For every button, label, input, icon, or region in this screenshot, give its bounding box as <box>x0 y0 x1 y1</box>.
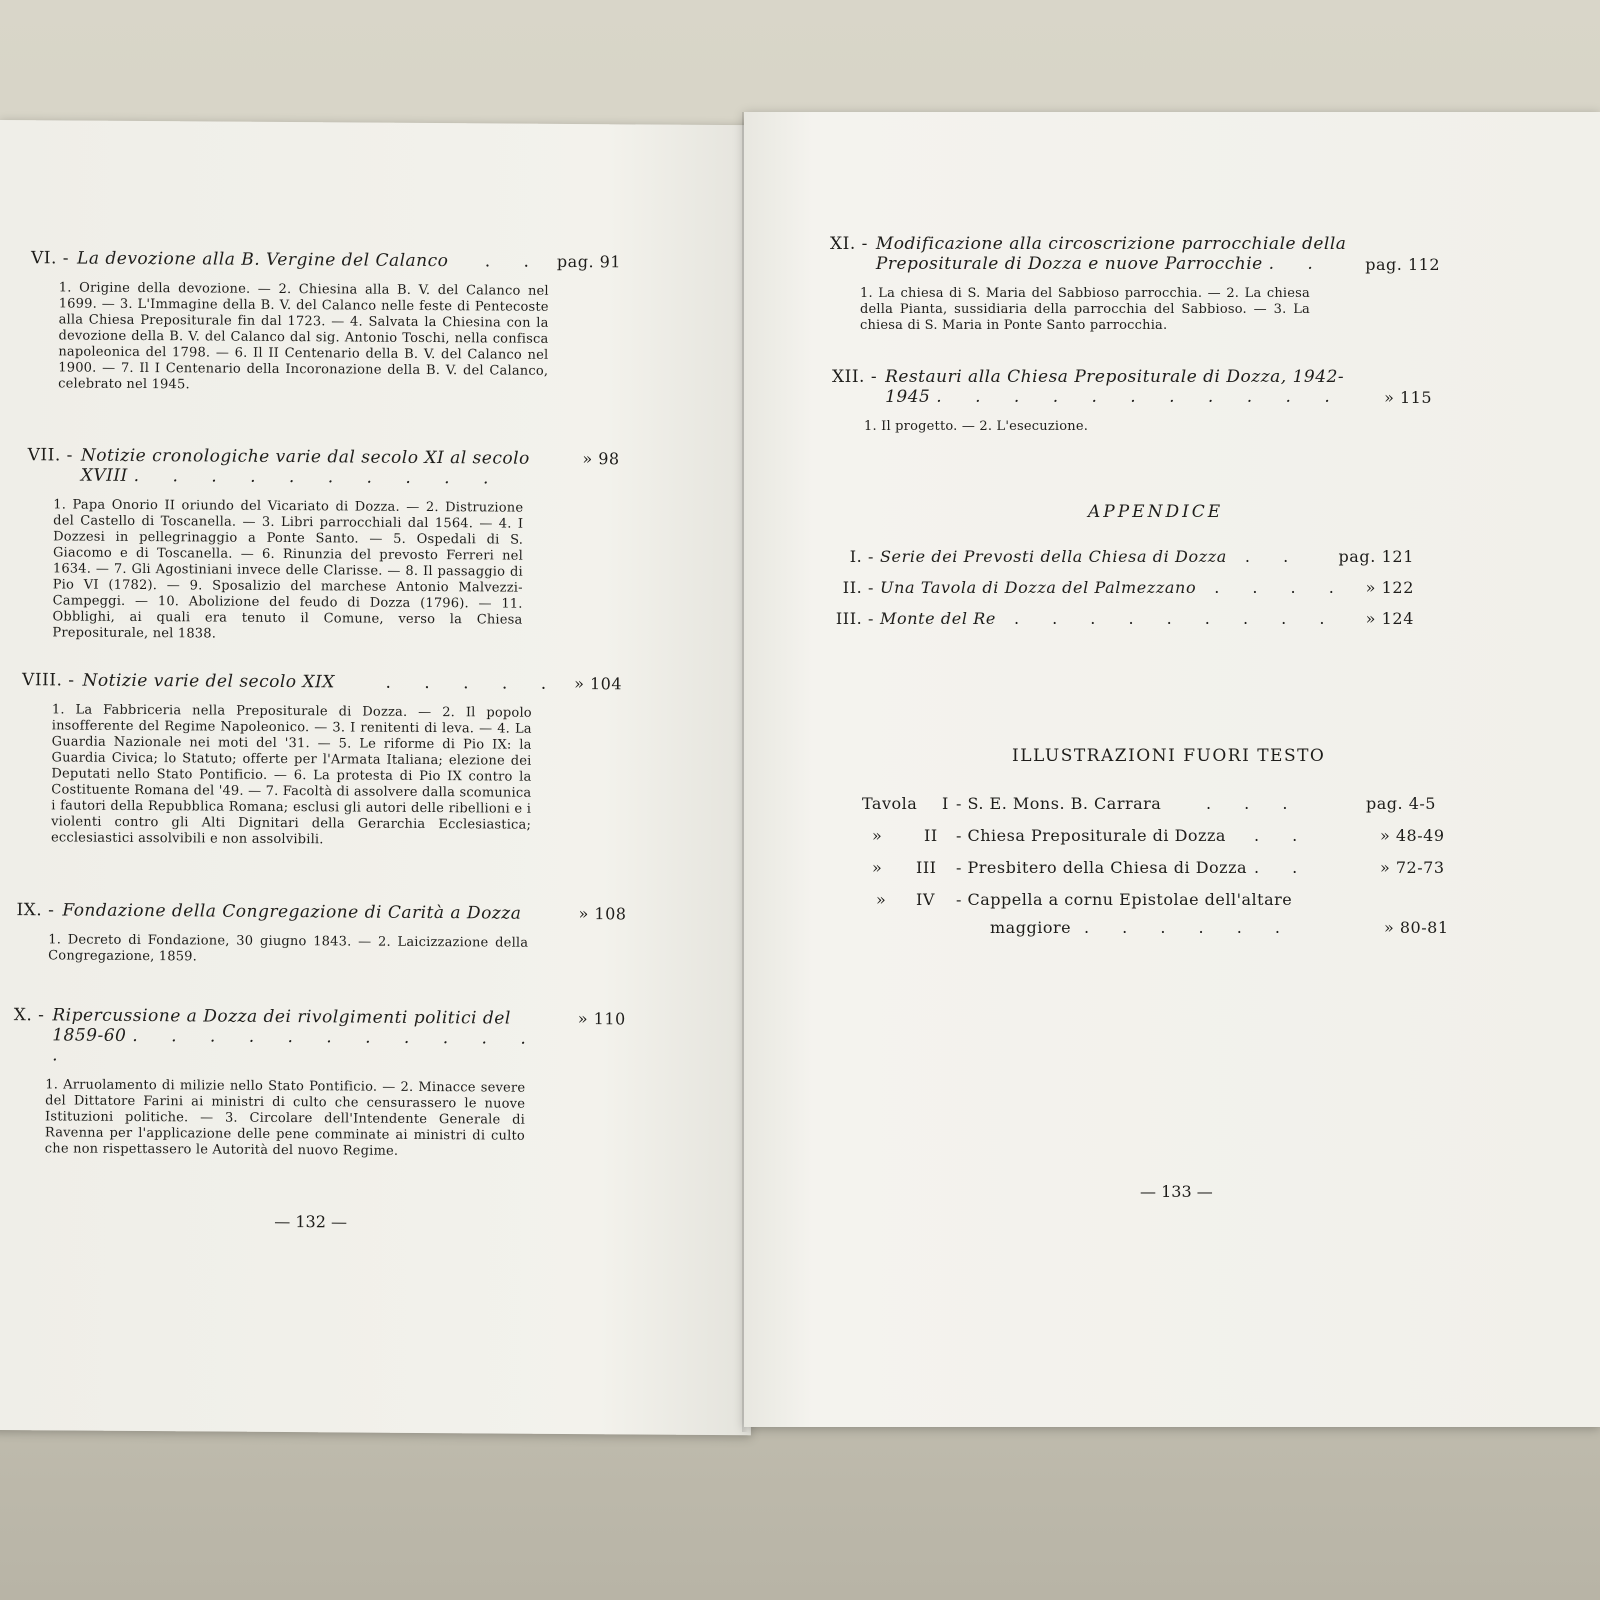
illustration-number: IV <box>916 890 935 909</box>
entry-description: 1. Arruolamento di milizie nello Stato Pontificio. — 2. Minacce severe del Dittatore Farini ai ministri di culto che censurassero le nuove Istituzioni politiche. — 3. Circolare dell'Intendente Generale di Ravenna per l'applicazione delle pene comminate ai ministri di culto che non rispettassero le Autorità del nuovo Regime. <box>44 1077 526 1159</box>
appendix-title: Una Tavola di Dozza del Palmezzano <box>880 578 1197 597</box>
entry-title: La devozione alla B. Vergine del Calanco <box>77 248 449 272</box>
right-page <box>744 112 1600 1427</box>
illustration-label: Tavola <box>862 794 918 813</box>
illustrations-heading: ILLUSTRAZIONI FUORI TESTO <box>1012 746 1326 766</box>
leader-dots: . . . . . . . . . <box>1013 609 1339 628</box>
leader-dots: . . <box>484 251 544 272</box>
entry-number: VIII. - <box>22 670 75 691</box>
entry-description: 1. Origine della devozione. — 2. Chiesina alla B. V. del Calanco nel 1699. — 3. L'Immagine della B. V. del Calanco nelle feste di Pentecoste alla Chiesa Prepositurale fin dal 1723. — 4. Salvata la Chiesina con la devozione della B. V. del Calanco dal sig. Antonio Toschi, nella confisca napoleonica del 1798. — 6. Il II Centenario della B. V. del Calanco nel 1900. — 7. Il I Centenario della Incoronazione della B. V. del Calanco, celebrato nel 1945. <box>58 280 549 393</box>
entry-page: pag. 112 <box>1365 255 1440 274</box>
appendix-number: II. - <box>842 578 874 597</box>
illustration-number: II <box>924 826 938 845</box>
toc-entry-vi <box>30 248 621 396</box>
leader-dots: . . . . . <box>385 672 561 694</box>
appendix-item <box>824 578 1414 597</box>
entry-title <box>885 367 1370 407</box>
entry-title-text: Notizie cronologiche varie dal secolo XI al secolo XVIII <box>80 445 530 486</box>
illustration-item <box>744 858 1600 882</box>
entry-description: 1. Decreto di Fondazione, 30 giugno 1843. — 2. Laicizzazione della Congregazione, 1859. <box>48 932 529 965</box>
toc-entry-vii <box>26 445 619 645</box>
toc-entry-ix <box>16 900 626 968</box>
illustration-title: - Cappella a cornu Epistolae dell'altare <box>956 890 1293 909</box>
entry-title: Fondazione della Congregazione di Carità a Dozza <box>62 900 522 924</box>
entry-title <box>52 1005 564 1069</box>
entry-page: » 115 <box>1384 388 1432 407</box>
entry-title-text: Restauri alla Chiesa Prepositurale di Dozza, 1942-1945 <box>885 367 1345 407</box>
leader-dots: . . . . . . <box>1084 918 1294 937</box>
illustration-number: I <box>942 794 949 813</box>
appendix-number: III. - <box>835 609 874 628</box>
appendix-title: Serie dei Prevosti della Chiesa di Dozza <box>880 547 1227 566</box>
entry-description: 1. Papa Onorio II oriundo del Vicariato di Dozza. — 2. Distruzione del Castello di Toscanella. — 3. Libri parrocchiali dal 1564. — 4. I Dozzesi in pellegrinaggio a Ponte Santo. — 5. Ospedali di S. Giacomo e di Toscanella. — 6. Rinunzia del prevosto Ferreri nel 1634. — 7. Gli Agostiniani invece delle Clarisse. — 8. Il passaggio di Pio VI (1782). — 9. Sposalizio del marchese Antonio Malvezzi-Campeggi. — 10. Abolizione del feudo di Dozza (1796). — 11. Obblighi, ai quali era tenuto il Comune, verso la Chiesa Prepositurale, nel 1838. <box>52 497 524 642</box>
appendix-number: I. - <box>849 547 874 566</box>
leader-dots: . . . <box>1206 794 1302 813</box>
entry-page: pag. 91 <box>556 251 622 272</box>
appendix-page: » 122 <box>1365 578 1414 597</box>
entry-title <box>81 446 569 489</box>
toc-entry-x <box>13 1005 626 1161</box>
illustration-label: » <box>876 890 887 909</box>
entry-description: 1. La Fabbriceria nella Prepositurale di Dozza. — 2. Il popolo insofferente del Regime Napoleonico. — 3. I renitenti di leva. — 4. La Guardia Nazionale nei moti del '31. — 5. Le riforme di Pio IX: la Guardia Civica; lo Statuto; offerte per l'Armata Italiana; elezione dei Deputati nello Stato Pontificio. — 6. La protesta di Pio IX contro la Costituente Romana del '49. — 7. Facoltà di assolvere dalla scomunica i fautori della Repubblica Romana; esclusi gli autori delle ribellioni e i violenti contro gli Alti Dignitari della Gerarchia Ecclesiastica; ecclesiastici assolvibili e non assolvibili. <box>50 702 532 848</box>
appendix-page: pag. 121 <box>1338 547 1414 566</box>
entry-number: IX. - <box>16 900 55 921</box>
illustration-page: pag. 4-5 <box>1366 794 1436 813</box>
appendix-page: » 124 <box>1365 609 1414 628</box>
illustration-label: » <box>872 826 883 845</box>
entry-page: » 98 <box>582 449 620 469</box>
leader-dots: . . . . <box>1214 578 1348 597</box>
illustration-page: » 80-81 <box>1384 918 1449 937</box>
leader-dots: . . <box>1254 858 1312 877</box>
illustration-title-cont: maggiore <box>990 918 1072 937</box>
illustration-title: - Presbitero della Chiesa di Dozza <box>956 858 1248 877</box>
toc-entry-viii <box>21 670 622 850</box>
appendix-title: Monte del Re <box>880 609 996 628</box>
entry-title: Notizie varie del secolo XIX <box>82 670 335 693</box>
entry-page: » 104 <box>574 674 623 694</box>
leader-dots: . . . . . . . . . . . <box>936 387 1344 407</box>
leader-dots: . . . . . . . . . . . . <box>52 1025 540 1066</box>
entry-page: » 110 <box>577 1009 626 1029</box>
illustration-title: - S. E. Mons. B. Carrara <box>956 794 1162 813</box>
illustration-number: III <box>916 858 937 877</box>
left-page <box>0 120 760 1435</box>
illustration-item <box>744 794 1600 818</box>
leader-dots: . . <box>1244 547 1303 566</box>
entry-number: XI. - <box>830 234 868 254</box>
entry-number: VII. - <box>27 445 73 466</box>
entry-title-text: Ripercussione a Dozza dei rivolgimenti politici del 1859-60 <box>52 1005 511 1046</box>
entry-description: 1. Il progetto. — 2. L'esecuzione. <box>864 419 1089 434</box>
illustration-page: » 72-73 <box>1380 858 1445 877</box>
illustration-label: » <box>872 858 883 877</box>
entry-title-text: Modificazione alla circoscrizione parrocchiale della Prepositurale di Dozza e nuove Parrocchie <box>875 234 1347 274</box>
toc-entry-xi <box>830 234 1440 334</box>
appendix-heading: APPENDICE <box>1088 502 1224 522</box>
appendix-item <box>824 547 1414 566</box>
entry-page: » 108 <box>578 904 627 924</box>
illustration-item <box>744 890 1600 946</box>
leader-dots: . . <box>1268 254 1327 274</box>
entry-title <box>876 234 1351 274</box>
entry-description: 1. La chiesa di S. Maria del Sabbioso parrocchia. — 2. La chiesa della Pianta, sussidiaria della parrocchia del Sabbioso. — 3. La chiesa di S. Maria in Ponte Santo parrocchia. <box>860 286 1310 333</box>
page-number: — 133 — <box>1140 1182 1213 1201</box>
illustration-page: » 48-49 <box>1380 826 1445 845</box>
toc-entry-xii <box>832 367 1432 435</box>
illustration-title: - Chiesa Prepositurale di Dozza <box>956 826 1226 845</box>
entry-number: VI. - <box>30 248 70 269</box>
leader-dots: . . . . . . . . . . <box>133 465 503 489</box>
illustration-item <box>744 826 1600 850</box>
appendix-item <box>824 609 1414 628</box>
entry-number: X. - <box>13 1005 45 1026</box>
leader-dots: . . <box>1254 826 1312 845</box>
page-number: — 132 — <box>274 1211 348 1232</box>
entry-number: XII. - <box>832 367 878 387</box>
